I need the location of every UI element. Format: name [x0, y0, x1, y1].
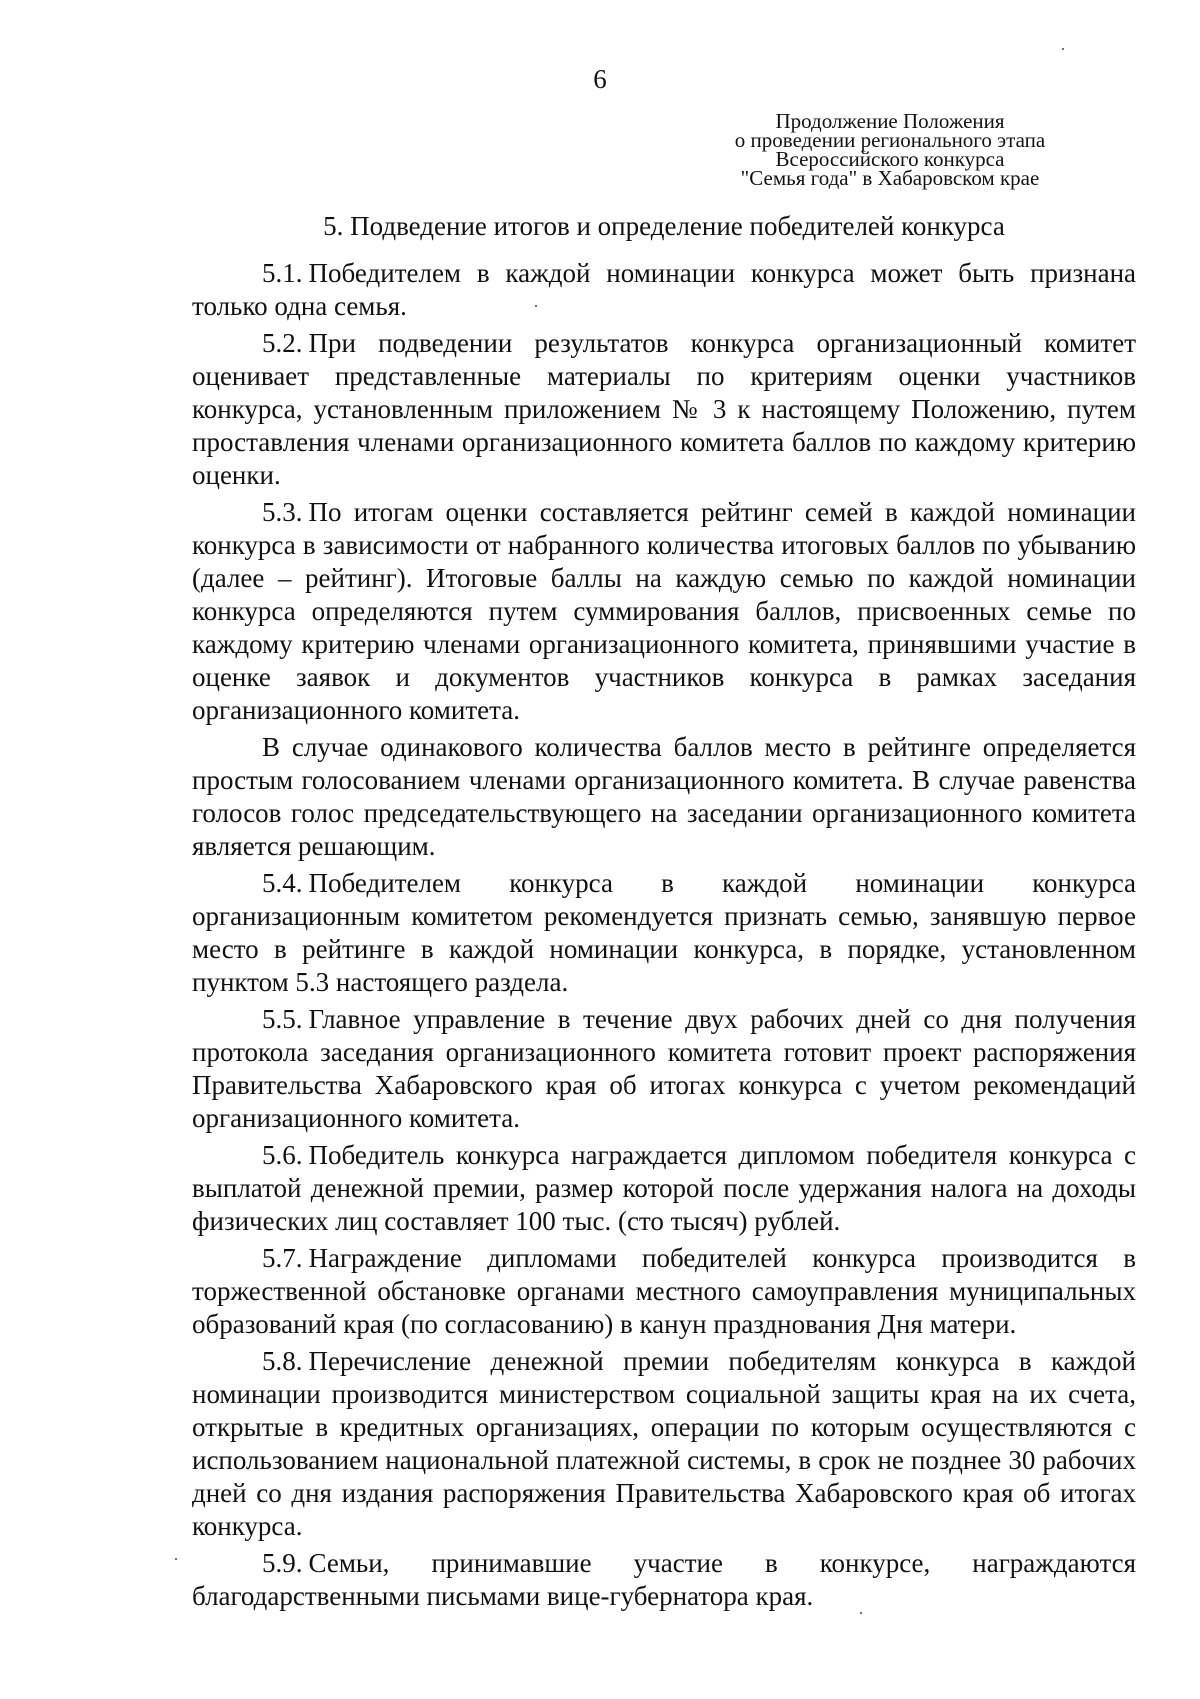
paragraph-number: 5.3. [262, 497, 303, 527]
paragraph-5-5 [192, 1003, 1136, 1135]
paragraph-5-7 [192, 1242, 1136, 1341]
paragraph-text: Главное управление в течение двух рабочих дней со дня получения протокола заседания организационного комитета готовит проект распоряжения Правительства Хабаровского края об итогах конкурса с учетом рекомендаций организационного комитета. [192, 1004, 1136, 1133]
paragraph-number: 5.8. [262, 1346, 303, 1376]
paragraph-5-1 [192, 257, 1136, 323]
paragraph-number: 5.4. [262, 868, 303, 898]
paragraph-number: 5.9. [262, 1548, 303, 1578]
header-note-line: Всероссийского конкурса [775, 147, 1005, 171]
paragraph-text: В случае одинакового количества баллов место в рейтинге определяется простым голосованием членами организационного комитета. В случае равенства голосов голос председательствующего на заседании организационного комитета является решающим. [192, 732, 1136, 861]
paragraph-text: По итогам оценки составляется рейтинг семей в каждой номинации конкурса в зависимости от набранного количества итоговых баллов по убыванию (далее – рейтинг). Итоговые баллы на каждую семью по каждой номинации конкурса определяются путем суммирования баллов, присвоенных семье по каждому критерию членами организационного комитета, принявшими участие в оценке заявок и документов участников конкурса в рамках заседания организационного комитета. [192, 497, 1136, 725]
section-title: 5. Подведение итогов и определение победителей конкурса [323, 211, 1005, 241]
scan-speck [860, 1612, 862, 1614]
paragraph-number: 5.6. [262, 1140, 303, 1170]
paragraph-5-6 [192, 1139, 1136, 1238]
header-note-line: Продолжение Положения [775, 109, 1005, 133]
scan-speck [175, 1558, 177, 1560]
paragraph-5-9 [192, 1547, 1136, 1613]
paragraph-text: Победитель конкурса награждается дипломом победителя конкурса с выплатой денежной премии, размер которой после удержания налога на доходы физических лиц составляет 100 тыс. (сто тысяч) рублей. [192, 1140, 1136, 1236]
paragraph-text: Победителем в каждой номинации конкурса может быть признана только одна семья. [192, 258, 1136, 321]
page-number: 6 [593, 64, 607, 94]
document-body [192, 210, 1136, 1617]
paragraph-tie-rule [192, 731, 1136, 863]
paragraph-text: Перечисление денежной премии победителям конкурса в каждой номинации производится министерством социальной защиты края на их счета, открытые в кредитных организациях, операции по которым осуществляются с использованием национальной платежной системы, в срок не позднее 30 рабочих дней со дня издания распоряжения Правительства Хабаровского края об итогах конкурса. [192, 1346, 1136, 1541]
paragraph-5-4 [192, 867, 1136, 999]
paragraph-number: 5.7. [262, 1243, 303, 1273]
paragraph-text: При подведении результатов конкурса организационный комитет оценивает представленные материалы по критериям оценки участников конкурса, установленным приложением № 3 к настоящему Положению, путем проставления членами организационного комитета баллов по каждому критерию оценки. [192, 328, 1136, 490]
paragraph-text: Победителем конкурса в каждой номинации конкурса организационным комитетом рекомендуется признать семью, занявшую первое место в рейтинге в каждой номинации конкурса, в порядке, установленном пунктом 5.3 настоящего раздела. [192, 868, 1136, 997]
header-note [660, 109, 1120, 190]
paragraph-number: 5.2. [262, 328, 303, 358]
header-note-line: о проведении регионального этапа [734, 128, 1046, 152]
paragraph-number: 5.5. [262, 1004, 303, 1034]
paragraph-5-3 [192, 496, 1136, 727]
paragraph-text: Награждение дипломами победителей конкурса производится в торжественной обстановке органами местного самоуправления муниципальных образований края (по согласованию) в канун празднования Дня матери. [192, 1243, 1136, 1339]
header-note-line: "Семья года" в Хабаровском крае [740, 166, 1040, 190]
paragraph-5-2 [192, 327, 1136, 492]
paragraph-5-8 [192, 1345, 1136, 1543]
scan-speck [535, 305, 537, 307]
scan-speck [1062, 48, 1064, 50]
paragraph-number: 5.1. [262, 258, 303, 288]
paragraph-text: Семьи, принимавшие участие в конкурсе, награждаются благодарственными письмами вице-губернатора края. [192, 1548, 1136, 1611]
